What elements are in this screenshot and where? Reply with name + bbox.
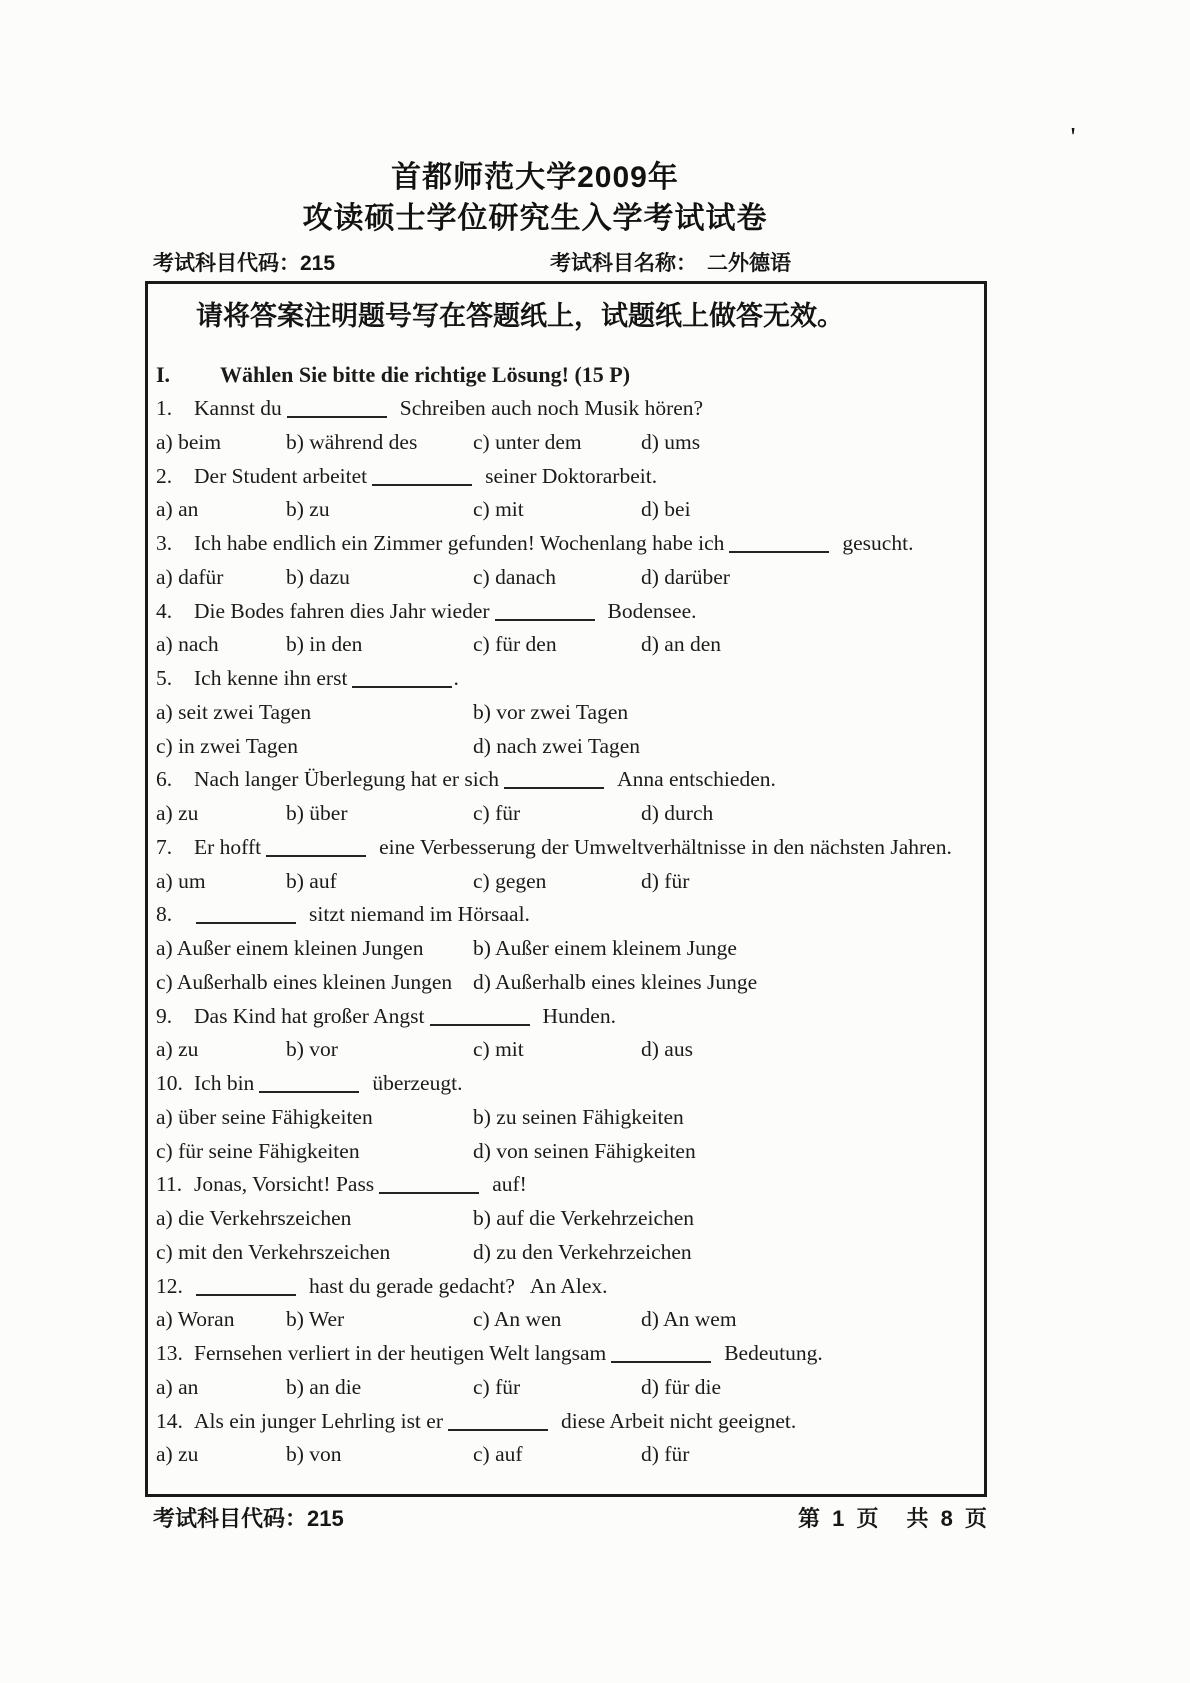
exam-title: 攻读硕士学位研究生入学考试试卷 <box>302 202 768 235</box>
question-number: 4. <box>156 598 173 623</box>
option-b: b) vor <box>286 1037 338 1062</box>
option-d: d) für die <box>641 1374 721 1399</box>
question-stem <box>148 898 984 932</box>
answer-blank <box>372 469 472 486</box>
option-a: a) zu <box>156 1442 199 1467</box>
subject-code-value: 215 <box>300 252 336 275</box>
question-stem <box>148 1269 984 1303</box>
question-14 <box>148 1404 984 1472</box>
option-b: b) auf die Verkehrzeichen <box>473 1206 695 1231</box>
options-row <box>148 696 984 730</box>
exam-content-box <box>145 281 987 1497</box>
options-row <box>148 932 984 966</box>
option-d: d) für <box>641 1442 690 1467</box>
question-text <box>194 1341 823 1366</box>
page-footer <box>145 1502 1125 1532</box>
stem-before-blank: Fernsehen verliert in der heutigen Welt langsam <box>194 1341 607 1366</box>
subject-info-row <box>145 247 987 275</box>
stem-before-blank: Ich habe endlich ein Zimmer gefunden! Wochenlang habe ich <box>194 531 725 556</box>
question-number: 14. <box>156 1408 183 1433</box>
stem-after-blank: hast du gerade gedacht? An Alex. <box>309 1273 608 1298</box>
question-text <box>194 666 459 691</box>
answer-blank <box>611 1346 711 1363</box>
option-a: a) Außer einem kleinen Jungen <box>156 936 424 961</box>
question-stem <box>148 1404 984 1438</box>
stem-after-blank: eine Verbesserung der Umweltverhältnisse in den nächsten Jahren. <box>379 834 952 859</box>
question-4 <box>148 594 984 662</box>
option-d: d) durch <box>641 801 714 826</box>
option-c: c) für seine Fähigkeiten <box>156 1138 360 1163</box>
option-a: a) über seine Fähigkeiten <box>156 1104 373 1129</box>
option-c: c) gegen <box>473 868 547 893</box>
options-row <box>148 864 984 898</box>
exam-header <box>90 158 980 240</box>
question-number: 13. <box>156 1341 183 1366</box>
answer-blank <box>729 536 829 553</box>
option-c: c) in zwei Tagen <box>156 733 298 758</box>
option-d: d) Außerhalb eines kleines Junge <box>473 969 758 994</box>
stem-after-blank: seiner Doktorarbeit. <box>485 463 658 488</box>
option-b: b) dazu <box>286 564 350 589</box>
option-d: d) von seinen Fähigkeiten <box>473 1138 696 1163</box>
question-3 <box>148 527 984 595</box>
option-a: a) seit zwei Tagen <box>156 699 312 724</box>
stem-after-blank: auf! <box>492 1172 527 1197</box>
question-stem <box>148 763 984 797</box>
options-row <box>148 1033 984 1067</box>
options-row <box>148 966 984 1000</box>
option-a: a) die Verkehrszeichen <box>156 1206 352 1231</box>
question-stem <box>148 1067 984 1101</box>
option-d: d) bei <box>641 497 691 522</box>
answer-blank <box>448 1414 548 1431</box>
question-1 <box>148 392 984 460</box>
option-b: b) zu <box>286 497 330 522</box>
footer-subject-code <box>153 1502 344 1533</box>
question-text <box>194 1004 616 1029</box>
option-d: d) nach zwei Tagen <box>473 733 641 758</box>
question-text <box>194 1172 527 1197</box>
stem-after-blank: gesucht. <box>842 531 914 556</box>
stem-after-blank: Schreiben auch noch Musik hören? <box>399 396 704 421</box>
option-c: c) für <box>473 1374 521 1399</box>
answer-blank <box>266 840 366 857</box>
option-d: d) an den <box>641 632 721 657</box>
option-a: a) zu <box>156 1037 199 1062</box>
question-10 <box>148 1067 984 1168</box>
stem-after-blank: Bodensee. <box>607 598 697 623</box>
question-stem <box>148 831 984 865</box>
option-d: d) zu den Verkehrzeichen <box>473 1239 692 1264</box>
option-b: b) zu seinen Fähigkeiten <box>473 1104 684 1129</box>
option-b: b) auf <box>286 868 337 893</box>
question-number: 6. <box>156 767 173 792</box>
stem-before-blank: Das Kind hat großer Angst <box>194 1003 425 1028</box>
options-row <box>148 561 984 595</box>
stem-after-blank: überzeugt. <box>372 1071 463 1096</box>
stem-before-blank: Ich bin <box>194 1071 255 1096</box>
question-number: 12. <box>156 1273 183 1298</box>
options-row <box>148 426 984 460</box>
question-6 <box>148 763 984 831</box>
options-row <box>148 1134 984 1168</box>
stem-before-blank: Er hofft <box>194 834 262 859</box>
option-b: b) von <box>286 1442 342 1467</box>
option-b: b) während des <box>286 429 418 454</box>
footer-page-number: 第 1 页 共 8 页 <box>798 1506 990 1531</box>
option-b: b) Außer einem kleinem Junge <box>473 936 737 961</box>
question-text <box>194 396 703 421</box>
answer-blank <box>504 772 604 789</box>
question-text <box>194 1409 796 1434</box>
question-text <box>194 835 952 860</box>
option-d: d) ums <box>641 429 701 454</box>
stem-before-blank: Nach langer Überlegung hat er sich <box>194 767 500 792</box>
question-text <box>194 1071 462 1096</box>
question-7 <box>148 831 984 899</box>
question-text <box>194 1274 608 1299</box>
option-c: c) An wen <box>473 1307 562 1332</box>
stem-after-blank: sitzt niemand im Hörsaal. <box>309 902 530 927</box>
option-d: d) An wem <box>641 1307 737 1332</box>
answer-sheet-notice: 请将答案注明题号写在答题纸上，试题纸上做答无效。 <box>196 301 844 331</box>
question-number: 10. <box>156 1071 183 1096</box>
options-row <box>148 1202 984 1236</box>
question-text <box>194 599 697 624</box>
options-row <box>148 1371 984 1405</box>
options-row <box>148 1438 984 1472</box>
option-c: c) Außerhalb eines kleinen Jungen <box>156 969 453 994</box>
section-numeral: I. <box>156 361 171 387</box>
question-text <box>194 767 776 792</box>
question-number: 8. <box>156 902 173 927</box>
question-12 <box>148 1269 984 1337</box>
question-9 <box>148 999 984 1067</box>
option-b: b) vor zwei Tagen <box>473 699 629 724</box>
question-2 <box>148 459 984 527</box>
question-stem <box>148 459 984 493</box>
question-stem <box>148 662 984 696</box>
question-stem <box>148 999 984 1033</box>
question-number: 3. <box>156 531 173 556</box>
options-row <box>148 1236 984 1270</box>
answer-blank <box>287 401 387 418</box>
answer-blank <box>352 671 452 688</box>
scan-artifact-mark: ' <box>1070 121 1077 152</box>
question-13 <box>148 1337 984 1405</box>
stem-before-blank: Der Student arbeitet <box>194 463 368 488</box>
footer-subject-code-label: 考试科目代码： <box>153 1506 308 1531</box>
question-text <box>194 531 913 556</box>
option-a: a) an <box>156 497 199 522</box>
answer-blank <box>196 1279 296 1296</box>
options-row <box>148 493 984 527</box>
subject-code <box>153 247 335 277</box>
question-number: 7. <box>156 834 173 859</box>
options-row <box>148 1303 984 1337</box>
option-c: c) für den <box>473 632 557 657</box>
question-text <box>194 464 657 489</box>
options-row <box>148 797 984 831</box>
option-a: a) um <box>156 868 206 893</box>
question-stem <box>148 392 984 426</box>
option-c: c) auf <box>473 1442 523 1467</box>
answer-blank <box>196 907 296 924</box>
question-number: 2. <box>156 463 173 488</box>
answer-blank <box>495 604 595 621</box>
question-stem <box>148 594 984 628</box>
option-b: b) über <box>286 801 348 826</box>
option-c: c) für <box>473 801 521 826</box>
section-heading <box>148 358 984 392</box>
question-text <box>194 902 530 927</box>
answer-blank <box>430 1009 530 1026</box>
footer-subject-code-value: 215 <box>307 1506 344 1531</box>
options-row <box>148 628 984 662</box>
answer-blank <box>259 1076 359 1093</box>
answer-blank <box>379 1177 479 1194</box>
question-stem <box>148 1168 984 1202</box>
section-title: Wählen Sie bitte die richtige Lösung! (15 P) <box>220 361 631 387</box>
question-number: 9. <box>156 1003 173 1028</box>
option-a: a) an <box>156 1374 199 1399</box>
subject-code-label: 考试科目代码： <box>153 252 300 275</box>
option-b: b) an die <box>286 1374 362 1399</box>
option-c: c) danach <box>473 564 556 589</box>
stem-after-blank: Anna entschieden. <box>617 767 776 792</box>
stem-before-blank: Die Bodes fahren dies Jahr wieder <box>194 598 490 623</box>
question-number: 11. <box>156 1172 183 1197</box>
stem-after-blank: Bedeutung. <box>724 1341 823 1366</box>
option-c: c) unter dem <box>473 429 582 454</box>
stem-before-blank: Als ein junger Lehrling ist er <box>194 1408 443 1433</box>
options-row <box>148 1101 984 1135</box>
option-d: d) darüber <box>641 564 730 589</box>
university-title: 首都师范大学2009年 <box>391 161 679 194</box>
stem-after-blank: . <box>453 666 459 691</box>
stem-before-blank: Jonas, Vorsicht! Pass <box>194 1172 375 1197</box>
option-a: a) Woran <box>156 1307 235 1332</box>
option-a: a) nach <box>156 632 219 657</box>
option-d: d) aus <box>641 1037 693 1062</box>
option-a: a) dafür <box>156 564 224 589</box>
stem-after-blank: Hunden. <box>542 1003 616 1028</box>
option-d: d) für <box>641 868 690 893</box>
question-stem <box>148 1337 984 1371</box>
stem-before-blank: Ich kenne ihn erst <box>194 666 348 691</box>
option-c: c) mit den Verkehrszeichen <box>156 1239 391 1264</box>
subject-name <box>550 247 791 277</box>
option-c: c) mit <box>473 497 524 522</box>
question-8 <box>148 898 984 999</box>
question-number: 1. <box>156 396 173 421</box>
option-b: b) Wer <box>286 1307 345 1332</box>
subject-name-value: 二外德语 <box>707 252 791 275</box>
options-row <box>148 729 984 763</box>
stem-before-blank: Kannst du <box>194 396 282 421</box>
question-5 <box>148 662 984 763</box>
stem-after-blank: diese Arbeit nicht geeignet. <box>560 1408 797 1433</box>
question-11 <box>148 1168 984 1269</box>
subject-name-label: 考试科目名称： <box>550 252 697 275</box>
question-stem <box>148 527 984 561</box>
option-c: c) mit <box>473 1037 524 1062</box>
question-list <box>148 392 984 1472</box>
option-b: b) in den <box>286 632 363 657</box>
question-number: 5. <box>156 666 173 691</box>
option-a: a) beim <box>156 429 222 454</box>
option-a: a) zu <box>156 801 199 826</box>
